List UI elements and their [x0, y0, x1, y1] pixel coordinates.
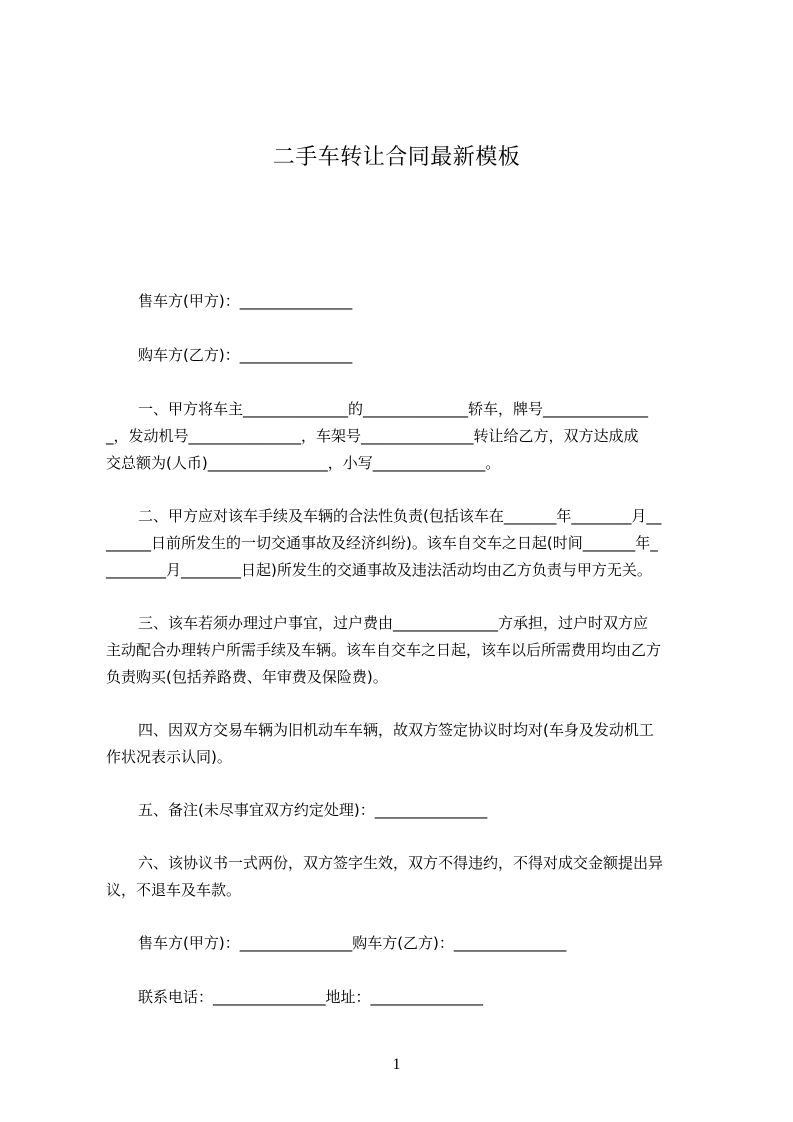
- clause-3-line: 三、该车若须办理过户事宜，过户费由______________方承担，过户时双方应: [138, 614, 649, 632]
- clause-1-line: 交总额为(人币)________________，小写_______________。: [106, 454, 501, 472]
- contact-line: 联系电话：_______________地址：_______________: [138, 988, 484, 1006]
- clause-3-line: 主动配合办理转户所需手续及车辆。该车自交车之日起，该车以后所需费用均由乙方: [106, 641, 662, 659]
- clause-6-line: 议，不退车及车款。: [106, 881, 242, 899]
- clause-2-line: ______日前所发生的一切交通事故及经济纠纷)。该车自交车之日起(时间_______年_: [106, 534, 658, 552]
- signature-line: 售车方(甲方)：_______________购车方(乙方)：_______________: [138, 934, 567, 952]
- page-number: 1: [392, 1056, 401, 1073]
- clause-1-line: _，发动机号_______________，车架号_______________转让给乙方，双方达成成: [106, 427, 639, 445]
- clause-4-line: 四、因双方交易车辆为旧机动车车辆，故双方签定协议时均对(车身及发动机工: [138, 721, 654, 739]
- clause-5: 五、备注(未尽事宜双方约定处理)：_______________: [138, 801, 488, 819]
- clause-3-line: 负责购买(包括养路费、年审费及保险费)。: [106, 668, 388, 686]
- seller-line: 售车方(甲方)：_______________: [138, 292, 353, 310]
- clause-1-line: 一、甲方将车主______________的______________轿车，牌号______________: [138, 400, 649, 418]
- clause-4-line: 作状况表示认同)。: [106, 748, 232, 766]
- clause-6-line: 六、该协议书一式两份，双方签字生效，双方不得违约，不得对成交金额提出异: [138, 854, 664, 872]
- buyer-line: 购车方(乙方)：_______________: [138, 346, 353, 364]
- clause-2-line: ________月________日起)所发生的交通事故及违法活动均由乙方负责与甲方无关。: [106, 561, 652, 579]
- document-title: 二手车转让合同最新模板: [272, 145, 521, 170]
- clause-2-line: 二、甲方应对该车手续及车辆的合法性负责(包括该车在_______年________月__: [138, 507, 662, 525]
